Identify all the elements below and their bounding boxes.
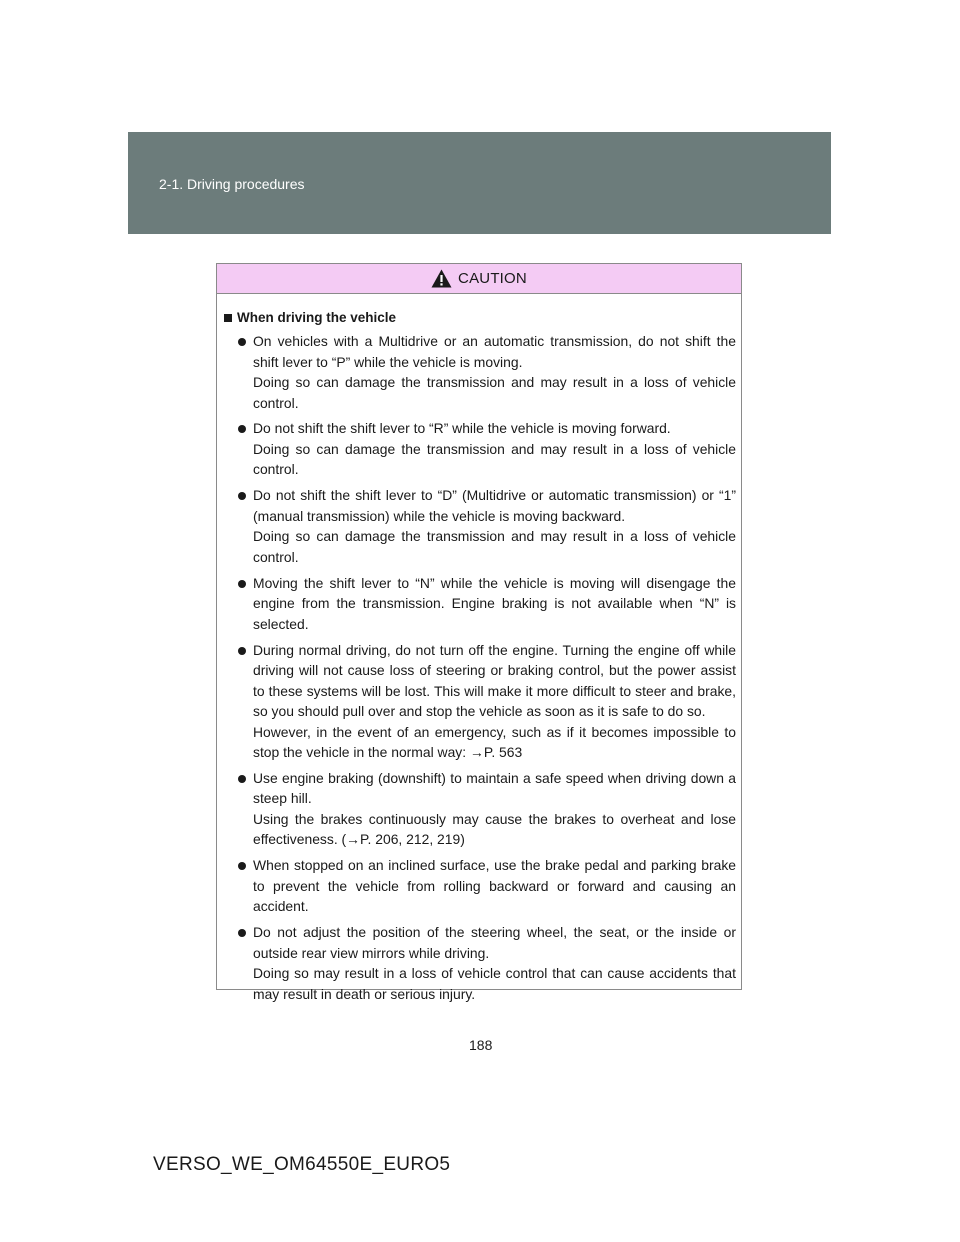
list-item xyxy=(223,331,736,413)
bullet-dot-icon xyxy=(238,647,246,655)
list-item-text: Use engine braking (downshift) to maintain a safe speed when driving down a steep hill. xyxy=(253,769,736,807)
list-item-text: Doing so can damage the transmission and may result in a loss of vehicle control. xyxy=(253,440,736,478)
list-item xyxy=(223,485,736,567)
bullet-dot-icon xyxy=(238,492,246,500)
list-item-text: Using the brakes continuously may cause the brakes to overheat and lose effectiveness. (→P. 206, 212, 219) xyxy=(253,810,736,848)
bullet-dot-icon xyxy=(238,580,246,588)
bullet-dot-icon xyxy=(238,929,246,937)
header-band xyxy=(128,132,831,234)
caution-list xyxy=(223,331,736,1004)
list-item xyxy=(223,418,736,480)
list-item-text: Moving the shift lever to “N” while the vehicle is moving will disengage the engine from the transmission. Engine braking is not available when “N” is selected. xyxy=(253,574,736,632)
square-bullet-icon xyxy=(224,314,232,322)
list-item-text: During normal driving, do not turn off the engine. Turning the engine off while driving will not cause loss of steering or braking control, but the power assist to these systems will be lost. This will make it more difficult to steer and brake, so you should pull over and stop the vehicle as soon as it is safe to do so. xyxy=(253,641,736,720)
list-item xyxy=(223,922,736,1004)
bullet-dot-icon xyxy=(238,338,246,346)
list-item-text: Doing so can damage the transmission and may result in a loss of vehicle control. xyxy=(253,528,736,565)
list-item-text: On vehicles with a Multidrive or an automatic transmission, do not shift the shift lever to “P” while the vehicle is moving. xyxy=(253,333,736,370)
list-item-text: However, in the event of an emergency, such as if it becomes impossible to stop the vehicle in the normal way: →P. 563 xyxy=(253,723,736,761)
document-code: VERSO_WE_OM64550E_EURO5 xyxy=(153,1154,451,1175)
bullet-dot-icon xyxy=(238,862,246,870)
caution-title: CAUTION xyxy=(458,270,527,287)
section-title: 2-1. Driving procedures xyxy=(159,176,305,192)
caution-box xyxy=(216,263,742,1002)
list-item-text: Doing so may result in a loss of vehicle control that can cause accidents that may result in death or serious injury. xyxy=(253,965,736,1002)
page-number: 188 xyxy=(469,1037,493,1053)
list-item xyxy=(223,640,736,763)
list-item-text: Do not adjust the position of the steering wheel, the seat, or the inside or outside rear view mirrors while driving. xyxy=(253,924,736,961)
caution-body xyxy=(217,294,741,1004)
list-item-text: Do not shift the shift lever to “R” while the vehicle is moving forward. xyxy=(253,420,671,437)
list-item-text: Do not shift the shift lever to “D” (Multidrive or automatic transmission) or “1” (manual transmission) while the vehicle is moving backward. xyxy=(253,487,736,524)
warning-triangle-icon xyxy=(431,269,452,288)
list-item xyxy=(223,573,736,635)
caution-header xyxy=(217,264,741,294)
section-heading xyxy=(223,308,736,327)
list-item xyxy=(223,855,736,917)
list-item-text: Doing so can damage the transmission and may result in a loss of vehicle control. xyxy=(253,374,736,411)
section-heading-text: When driving the vehicle xyxy=(237,310,397,325)
list-item xyxy=(223,768,736,850)
list-item-text: When stopped on an inclined surface, use the brake pedal and parking brake to prevent the vehicle from rolling backward or forward and causing an accident. xyxy=(253,857,736,915)
bullet-dot-icon xyxy=(238,425,246,433)
bullet-dot-icon xyxy=(238,775,246,783)
